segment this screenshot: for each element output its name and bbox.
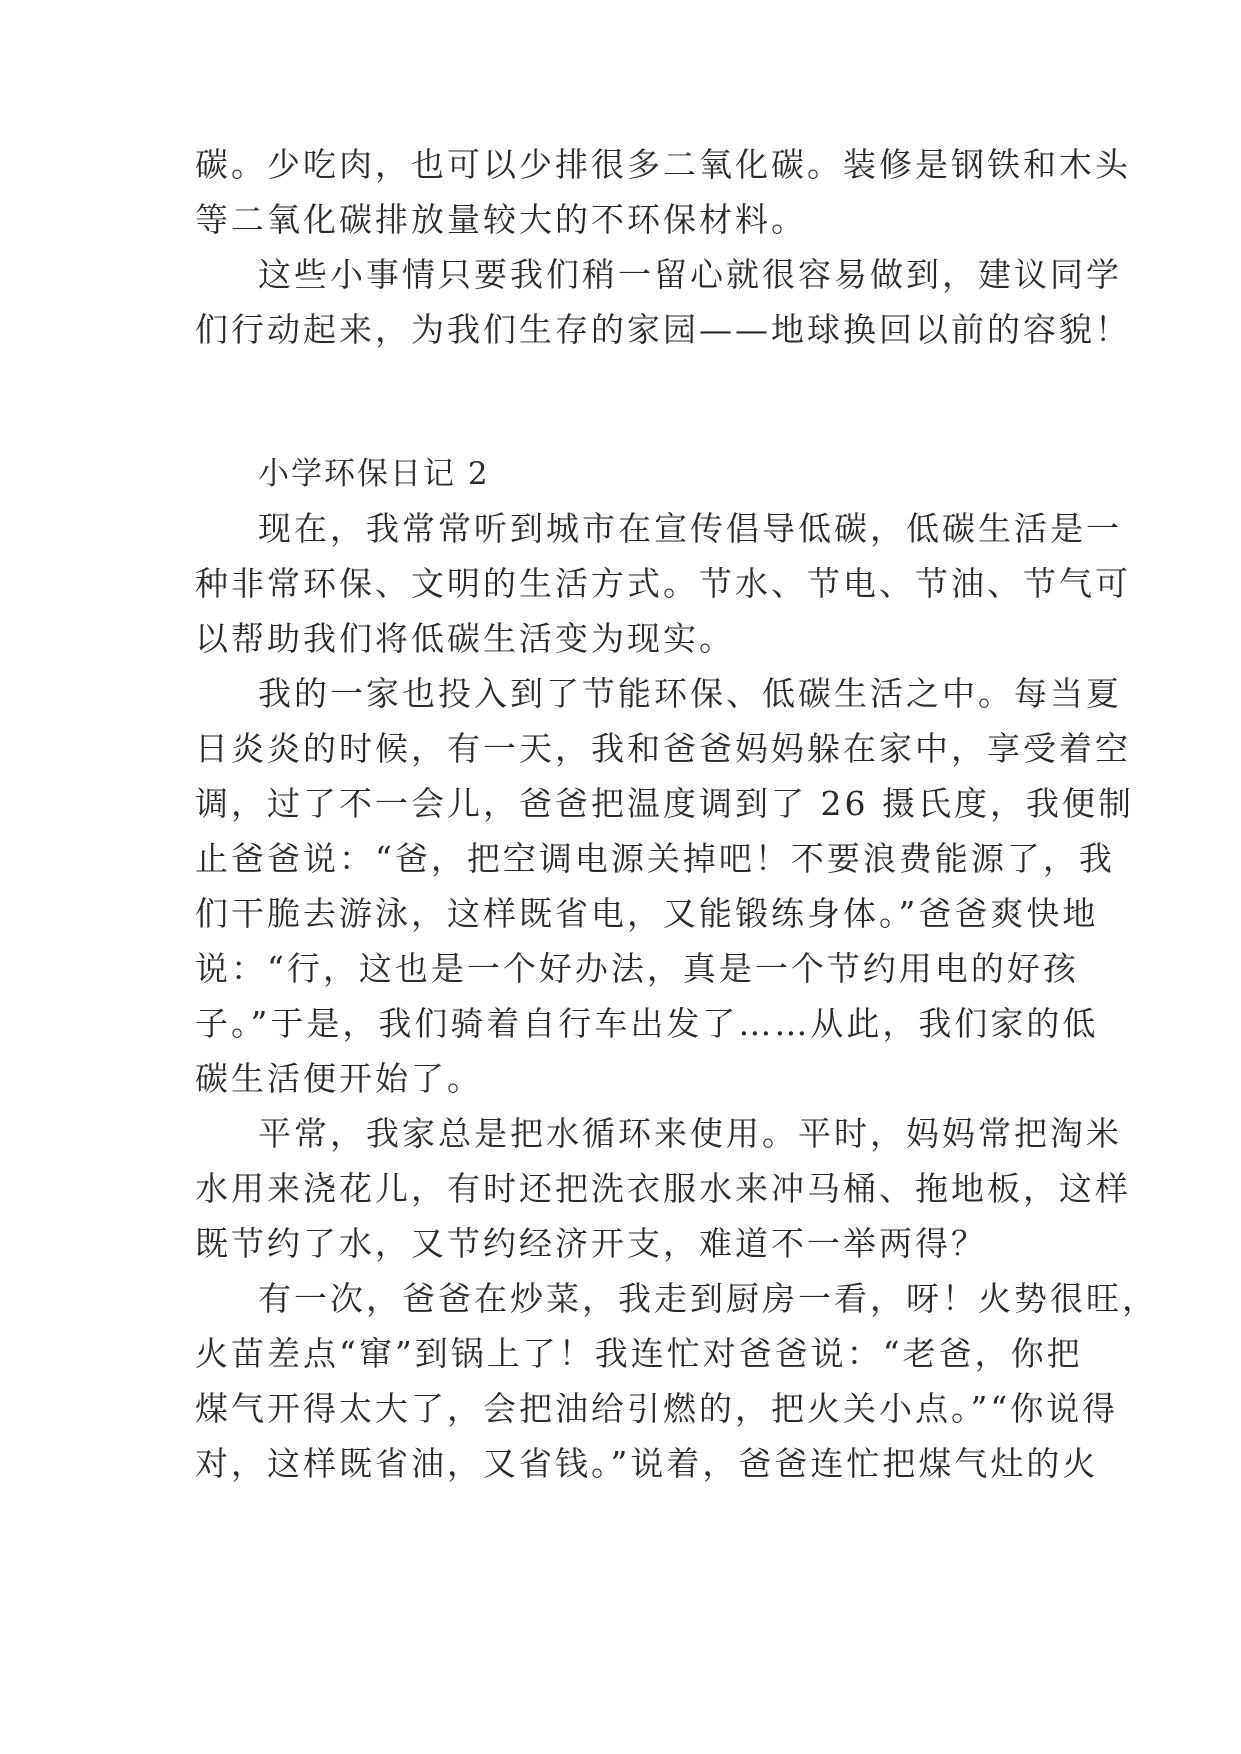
text-line: 以帮助我们将低碳生活变为现实。: [195, 619, 735, 658]
text-line: 碳生活便开始了。: [195, 1059, 483, 1098]
text-line: 们干脆去游泳，这样既省电，又能锻练身体。”爸爸爽快地: [195, 894, 1099, 933]
text-line: 种非常环保、文明的生活方式。节水、节电、节油、节气可: [195, 564, 1131, 603]
text-line: 火苗差点“窜”到锅上了！我连忙对爸爸说：“老爸，你把: [195, 1334, 1083, 1373]
paragraph-start-line: 平常，我家总是把水循环来使用。平时，妈妈常把淘米: [258, 1114, 1122, 1153]
section-heading: 小学环保日记 2: [258, 456, 490, 492]
text-line: 止爸爸说：“爸，把空调电源关掉吧！不要浪费能源了，我: [195, 839, 1115, 878]
text-line: 说：“行，这也是一个好办法，真是一个节约用电的好孩: [195, 949, 1079, 988]
paragraph-start-line: 现在，我常常听到城市在宣传倡导低碳，低碳生活是一: [258, 509, 1122, 548]
text-line: 日炎炎的时候，有一天，我和爸爸妈妈躲在家中，享受着空: [195, 729, 1131, 768]
text-line: 等二氧化碳排放量较大的不环保材料。: [195, 200, 807, 239]
paragraph-start-line: 有一次，爸爸在炒菜，我走到厨房一看，呀！火势很旺，: [258, 1279, 1158, 1318]
text-line: 对，这样既省油，又省钱。”说着，爸爸连忙把煤气灶的火: [195, 1444, 1099, 1483]
paragraph-start-line: 这些小事情只要我们稍一留心就很容易做到，建议同学: [258, 255, 1122, 294]
paragraph-start-line: 我的一家也投入到了节能环保、低碳生活之中。每当夏: [258, 674, 1122, 713]
text-line: 子。”于是，我们骑着自行车出发了……从此，我们家的低: [195, 1004, 1099, 1043]
text-line: 煤气开得太大了，会把油给引燃的，把火关小点。”“你说得: [195, 1389, 1119, 1428]
text-line: 碳。少吃肉，也可以少排很多二氧化碳。装修是钢铁和木头: [195, 145, 1131, 184]
text-line: 调，过了不一会儿，爸爸把温度调到了 26 摄氏度，我便制: [195, 784, 1134, 823]
text-line: 们行动起来，为我们生存的家园——地球换回以前的容貌！: [195, 310, 1131, 349]
text-line: 既节约了水，又节约经济开支，难道不一举两得？: [195, 1224, 987, 1263]
text-line: 水用来浇花儿，有时还把洗衣服水来冲马桶、拖地板，这样: [195, 1169, 1131, 1208]
